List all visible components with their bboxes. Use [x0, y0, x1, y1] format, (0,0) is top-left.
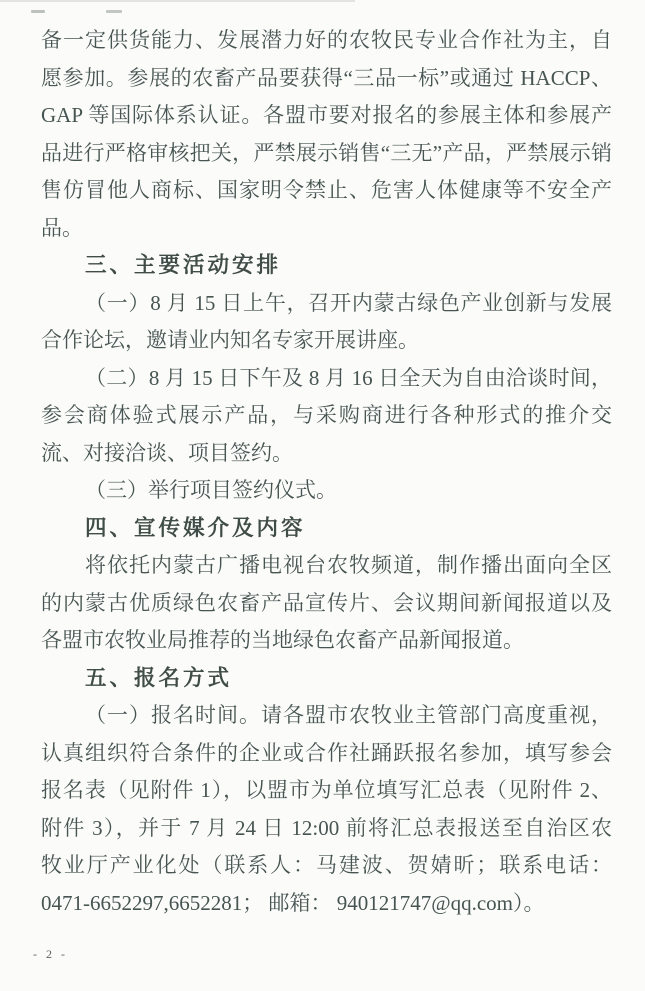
text-line: 附件 3），并于 7 月 24 日 12:00 前将汇总表报送至自治区农: [41, 815, 612, 840]
scan-speck: [106, 10, 122, 13]
text-line: （二）8 月 15 日下午及 8 月 16 日全天为自由洽谈时间，: [85, 365, 612, 390]
text-line: 合作论坛，邀请业内知名专家开展讲座。: [41, 328, 419, 352]
text-line: 售仿冒他人商标、国家明令禁止、危害人体健康等不安全产: [41, 178, 612, 202]
text-line: GAP 等国际体系认证。各盟市要对报名的参展主体和参展产: [41, 103, 612, 127]
text-line: 品进行严格审核把关，严禁展示销售“三无”产品，严禁展示销: [41, 140, 612, 165]
page-number: - 2 -: [33, 947, 68, 961]
document-content: [41, 22, 612, 922]
text-line: 报名表（见附件 1），以盟市为单位填写汇总表（见附件 2、: [41, 778, 612, 802]
text-line: （一）报名时间。请各盟市农牧业主管部门高度重视，: [85, 703, 612, 727]
text-line: 将依托内蒙古广播电视台农牧频道，制作播出面向全区: [85, 553, 612, 577]
text-line: 愿参加。参展的农畜产品要获得“三品一标”或通过 HACCP、: [41, 65, 612, 90]
text-line: 0471-6652297,6652281； 邮箱： 940121747@qq.com）。: [41, 890, 545, 915]
section-heading: 五、报名方式: [85, 665, 233, 690]
section-heading: 三、主要活动安排: [85, 253, 282, 277]
text-line: 备一定供货能力、发展潜力好的农牧民专业合作社为主，自: [41, 28, 612, 52]
text-line: 各盟市农牧业局推荐的当地绿色农畜产品新闻报道。: [41, 628, 524, 652]
scan-speck: [31, 10, 45, 13]
text-line: 流、对接洽谈、项目签约。: [41, 440, 293, 465]
scan-edge-artifact: [0, 0, 355, 2]
text-line: （一）8 月 15 日上午，召开内蒙古绿色产业创新与发展: [85, 290, 612, 315]
text-line: 牧业厅产业化处（联系人：马建波、贺婧昕；联系电话：: [41, 853, 612, 877]
text-line: 品。: [41, 215, 83, 240]
text-line: 参会商体验式展示产品，与采购商进行各种形式的推介交: [41, 403, 612, 427]
section-heading: 四、宣传媒介及内容: [85, 515, 306, 540]
text-line: 的内蒙古优质绿色农畜产品宣传片、会议期间新闻报道以及: [41, 590, 612, 615]
text-line: 认真组织符合条件的企业或合作社踊跃报名参加，填写参会: [41, 740, 612, 765]
text-line: （三）举行项目签约仪式。: [85, 478, 337, 502]
